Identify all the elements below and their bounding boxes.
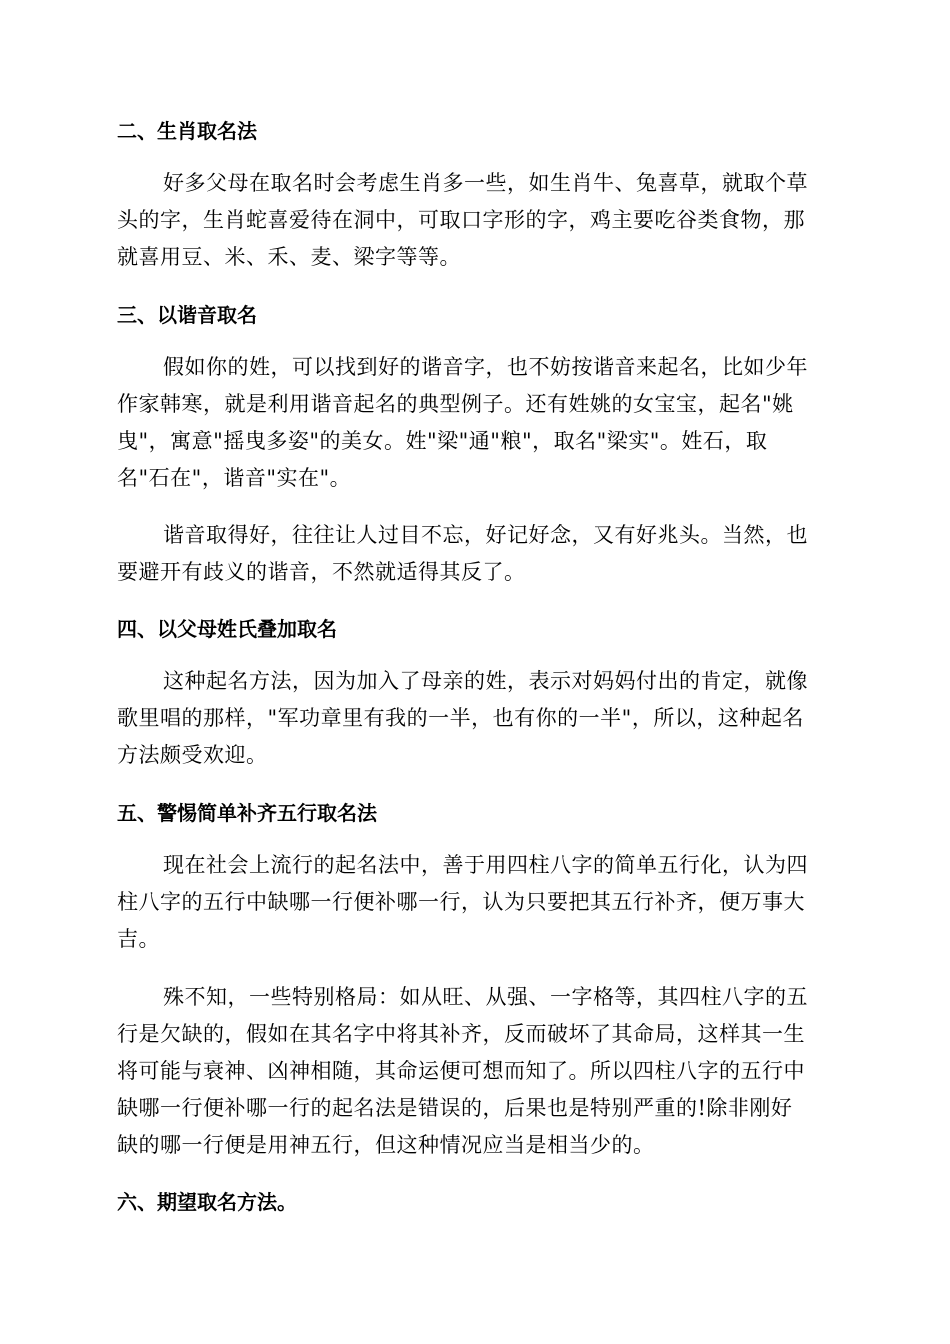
- paragraph-line: 这种起名方法，因为加入了母亲的姓，表示对妈妈付出的肯定，就像: [163, 669, 808, 693]
- paragraph: [117, 663, 837, 774]
- paragraph: [117, 165, 837, 276]
- section-heading: 五、警惕简单补齐五行取名法: [117, 801, 377, 825]
- section-heading: 四、以父母姓氏叠加取名: [117, 617, 337, 641]
- paragraph-line: 将可能与衰神、凶神相随，其命运便可想而知了。所以四柱八字的五行中: [117, 1059, 805, 1083]
- paragraph-line: 好多父母在取名时会考虑生肖多一些，如生肖牛、兔喜草，就取个草: [163, 171, 808, 195]
- section-heading: 二、生肖取名法: [117, 119, 257, 143]
- paragraph-line: 名"石在"，谐音"实在"。: [117, 466, 352, 490]
- paragraph-line: 吉。: [117, 927, 160, 951]
- paragraph-line: 缺哪一行便补哪一行的起名法是错误的，后果也是特别严重的!除非刚好: [117, 1096, 793, 1120]
- paragraph-line: 缺的哪一行便是用神五行，但这种情况应当是相当少的。: [117, 1133, 655, 1157]
- paragraph-line: 行是欠缺的，假如在其名字中将其补齐，反而破坏了其命局，这样其一生: [117, 1022, 805, 1046]
- paragraph: [117, 349, 837, 497]
- paragraph: [117, 517, 837, 591]
- paragraph: [117, 979, 837, 1164]
- paragraph-line: 柱八字的五行中缺哪一行便补哪一行，认为只要把其五行补齐，便万事大: [117, 890, 805, 914]
- paragraph-line: 就喜用豆、米、禾、麦、梁字等等。: [117, 245, 461, 269]
- paragraph-line: 头的字，生肖蛇喜爱待在洞中，可取口字形的字，鸡主要吃谷类食物，那: [117, 208, 805, 232]
- paragraph-line: 作家韩寒，就是利用谐音起名的典型例子。还有姓姚的女宝宝，起名"姚: [117, 392, 794, 416]
- paragraph-line: 方法颇受欢迎。: [117, 743, 268, 767]
- paragraph-line: 曳"，寓意"摇曳多姿"的美女。姓"梁"通"粮"，取名"梁实"。姓石，取: [117, 429, 768, 453]
- paragraph-line: 要避开有歧义的谐音，不然就适得其反了。: [117, 560, 526, 584]
- paragraph-line: 假如你的姓，可以找到好的谐音字，也不妨按谐音来起名，比如少年: [163, 355, 808, 379]
- paragraph-line: 谐音取得好，往往让人过目不忘，好记好念，又有好兆头。当然，也: [163, 523, 808, 547]
- paragraph-line: 现在社会上流行的起名法中，善于用四柱八字的简单五行化，认为四: [163, 853, 808, 877]
- paragraph-line: 殊不知，一些特别格局：如从旺、从强、一字格等，其四柱八字的五: [163, 985, 808, 1009]
- paragraph: [117, 847, 837, 958]
- section-heading: 六、期望取名方法。: [117, 1190, 297, 1214]
- section-heading: 三、以谐音取名: [117, 303, 257, 327]
- paragraph-line: 歌里唱的那样，"军功章里有我的一半，也有你的一半"，所以，这种起名: [117, 706, 804, 730]
